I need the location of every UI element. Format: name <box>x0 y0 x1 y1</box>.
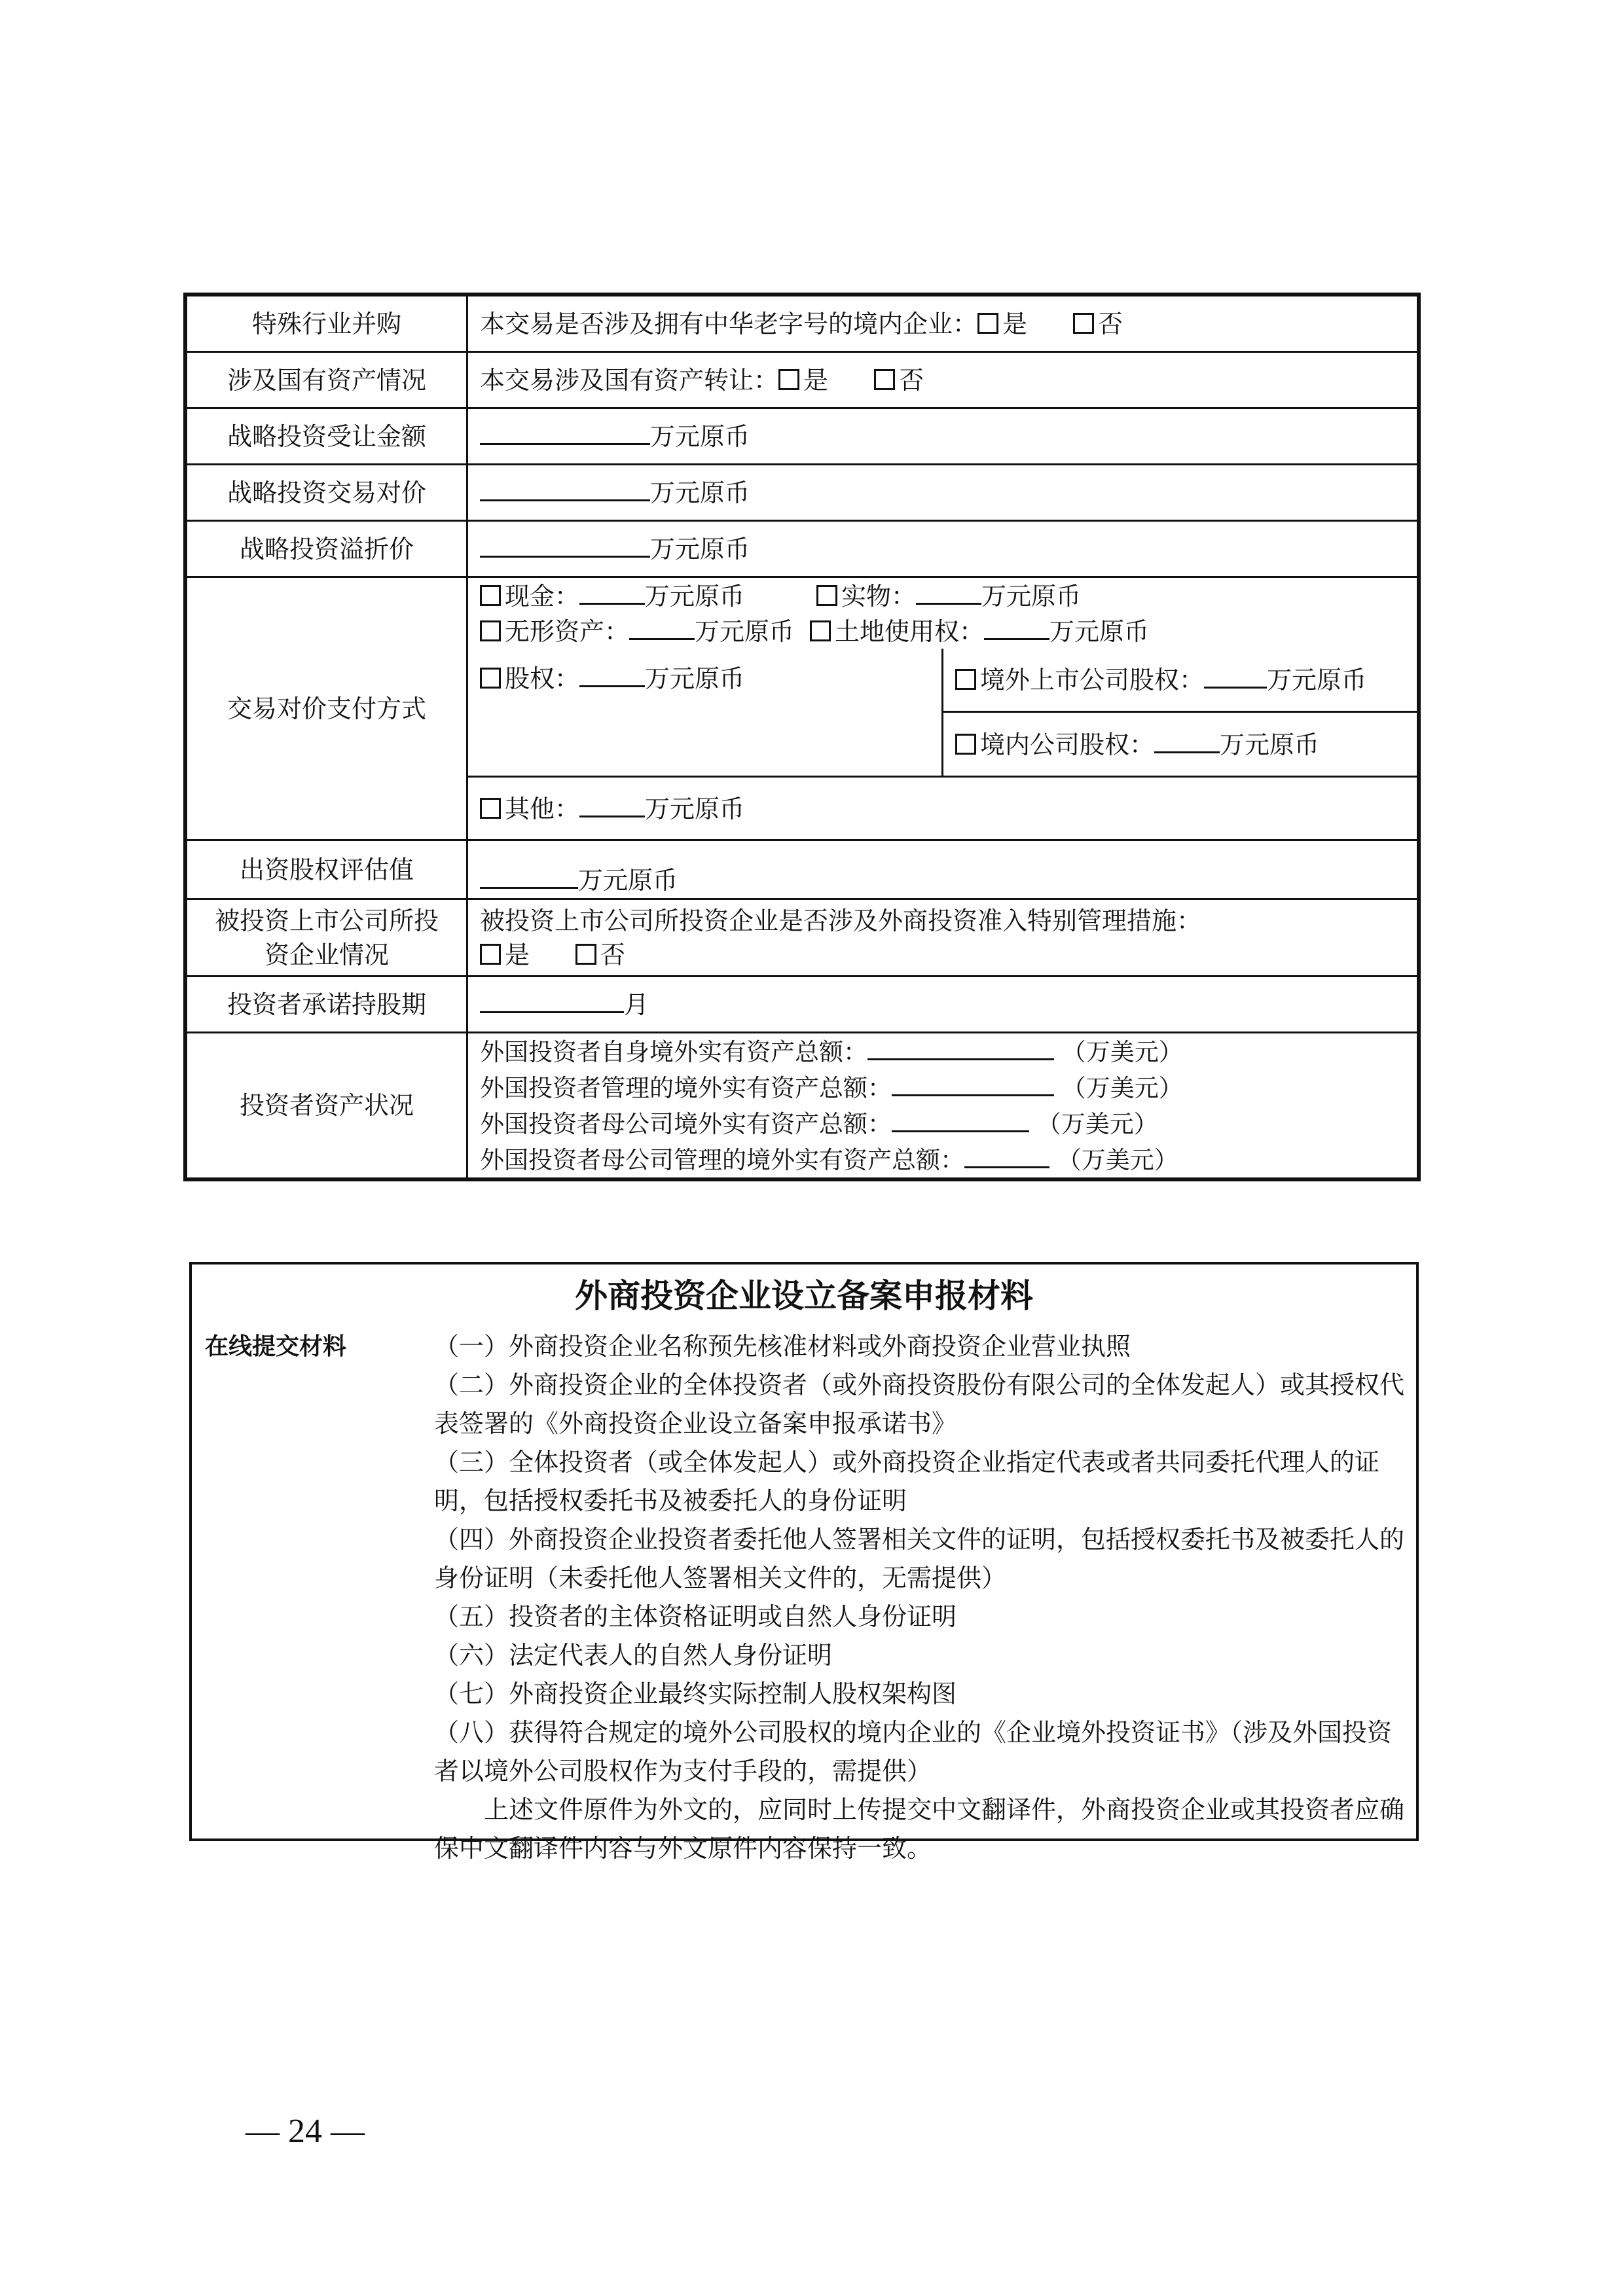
payment-line-2 <box>480 613 1405 649</box>
listed-company-options <box>480 938 1405 972</box>
payment-overseas-listed <box>943 649 1417 712</box>
materials-item-6: （六）法定代表人的自然人身份证明 <box>434 1641 833 1670</box>
physical-label: 实物： <box>841 582 917 611</box>
materials-title: 外商投资企业设立备案申报材料 <box>575 1277 1033 1315</box>
checkbox-cash[interactable] <box>480 585 501 606</box>
row-investor-assets <box>187 1033 1418 1179</box>
payment-line-1 <box>480 578 1405 613</box>
equity-label: 股权： <box>505 664 580 693</box>
blank-other[interactable] <box>579 791 645 817</box>
row-holding-period <box>187 977 1418 1033</box>
page-number: — 24 — <box>246 2113 365 2150</box>
value-valuation <box>467 840 1418 899</box>
blank-valuation[interactable] <box>480 862 578 889</box>
row-valuation <box>187 840 1418 899</box>
label-special-industry: 特殊行业并购 <box>187 296 467 352</box>
materials-item-8: （八）获得符合规定的境外公司股权的境内企业的《企业境外投资证书》（涉及外国投资者以境外公司股权作为支付手段的，需提供） <box>434 1718 1393 1785</box>
row-premium <box>187 521 1418 577</box>
checkbox-overseas-listed[interactable] <box>955 669 976 690</box>
assets-line-2-unit: （万美元） <box>1061 1074 1183 1102</box>
checkbox-land[interactable] <box>810 620 831 641</box>
blank-assets-1[interactable] <box>867 1033 1054 1060</box>
blank-consideration[interactable] <box>480 475 650 501</box>
row-state-assets <box>187 352 1418 408</box>
domestic-label: 境内公司股权： <box>980 730 1155 759</box>
materials-item-3: （三）全体投资者（或全体发起人）或外商投资企业指定代表或者共同委托代理人的证明，包括授权委托书及被委托人的身份证明 <box>434 1448 1380 1515</box>
checkbox-equity[interactable] <box>480 668 501 689</box>
assets-line-1-unit: （万美元） <box>1061 1038 1183 1066</box>
row-special-industry <box>187 296 1418 352</box>
label-valuation: 出资股权评估值 <box>187 840 467 899</box>
other-label: 其他： <box>505 794 580 823</box>
blank-assets-2[interactable] <box>892 1069 1054 1096</box>
payment-cash-physical <box>468 578 1417 649</box>
checkbox-other[interactable] <box>480 798 501 819</box>
unit-transfer-amount: 万元原币 <box>650 422 750 451</box>
land-unit: 万元原币 <box>1049 617 1150 646</box>
special-industry-yes-label: 是 <box>1002 309 1028 338</box>
overseas-listed-label: 境外上市公司股权： <box>980 666 1205 695</box>
assets-line-4-unit: （万美元） <box>1057 1146 1178 1174</box>
checkbox-special-industry-yes[interactable] <box>977 313 998 334</box>
unit-valuation: 万元原币 <box>578 866 678 895</box>
investment-info-table <box>185 295 1419 1179</box>
state-assets-no-label: 否 <box>899 365 924 395</box>
unit-premium: 万元原币 <box>650 535 750 564</box>
assets-line-3 <box>480 1105 1405 1141</box>
label-payment-method: 交易对价支付方式 <box>187 577 467 840</box>
assets-line-2 <box>480 1069 1405 1105</box>
blank-intangible[interactable] <box>629 613 695 640</box>
unit-consideration: 万元原币 <box>650 478 750 507</box>
blank-transfer-amount[interactable] <box>480 418 650 445</box>
checkbox-intangible[interactable] <box>480 620 501 641</box>
value-investor-assets <box>467 1033 1418 1179</box>
label-listed-company-line2: 资企业情况 <box>264 940 389 969</box>
assets-line-3-unit: （万美元） <box>1036 1110 1158 1138</box>
cash-unit: 万元原币 <box>645 582 745 611</box>
assets-line-2-text: 外国投资者管理的境外实有资产总额： <box>480 1074 892 1102</box>
value-state-assets <box>467 352 1418 408</box>
label-consideration: 战略投资交易对价 <box>187 465 467 521</box>
label-state-assets: 涉及国有资产情况 <box>187 352 467 408</box>
land-label: 土地使用权： <box>835 617 985 646</box>
assets-line-1-text: 外国投资者自身境外实有资产总额： <box>480 1038 867 1066</box>
domestic-unit: 万元原币 <box>1220 730 1320 759</box>
value-listed-company <box>467 899 1418 977</box>
listed-no-label: 否 <box>600 940 626 969</box>
payment-equity <box>468 649 943 777</box>
payment-other <box>468 777 1417 840</box>
value-payment-method <box>467 577 1418 840</box>
materials-item-1: （一）外商投资企业名称预先核准材料或外商投资企业营业执照 <box>434 1332 1131 1361</box>
cash-label: 现金： <box>505 582 580 611</box>
payment-inner-table <box>468 578 1417 839</box>
payment-row-2 <box>468 649 1417 712</box>
value-special-industry <box>467 296 1418 352</box>
listed-company-question: 被投资上市公司所投资企业是否涉及外商投资准入特别管理措施： <box>480 906 1202 935</box>
materials-list <box>434 1327 1408 1868</box>
label-transfer-amount: 战略投资受让金额 <box>187 408 467 465</box>
materials-item-4: （四）外商投资企业投资者委托他人签署相关文件的证明，包括授权委托书及被委托人的身份证明（未委托他人签署相关文件的，无需提供） <box>434 1525 1405 1592</box>
state-assets-yes-label: 是 <box>803 365 829 395</box>
label-listed-company <box>187 899 467 977</box>
blank-cash[interactable] <box>579 578 645 605</box>
unit-holding-period: 月 <box>624 990 649 1019</box>
overseas-listed-unit: 万元原币 <box>1267 666 1367 695</box>
materials-item-2: （二）外商投资企业的全体投资者（或外商投资股份有限公司的全体发起人）或其授权代表签署的《外商投资企业设立备案申报承诺书》 <box>434 1371 1405 1438</box>
materials-note: 上述文件原件为外文的，应同时上传提交中文翻译件，外商投资企业或其投资者应确保中文翻译件内容与外文原件内容保持一致。 <box>434 1795 1405 1863</box>
checkbox-listed-yes[interactable] <box>480 944 501 965</box>
blank-overseas-listed[interactable] <box>1204 662 1267 689</box>
listed-yes-label: 是 <box>505 940 530 969</box>
other-unit: 万元原币 <box>645 794 745 823</box>
label-investor-assets: 投资者资产状况 <box>187 1033 467 1179</box>
assets-line-1 <box>480 1033 1405 1069</box>
special-industry-no-label: 否 <box>1098 309 1123 338</box>
row-listed-company <box>187 899 1418 977</box>
label-holding-period: 投资者承诺持股期 <box>187 977 467 1033</box>
row-consideration <box>187 465 1418 521</box>
value-transfer-amount <box>467 408 1418 465</box>
state-assets-question: 本交易涉及国有资产转让： <box>480 365 779 395</box>
online-materials-label: 在线提交材料 <box>205 1333 347 1360</box>
label-listed-company-line1: 被投资上市公司所投 <box>214 906 439 935</box>
checkbox-special-industry-no[interactable] <box>1073 313 1094 334</box>
assets-line-3-text: 外国投资者母公司境外实有资产总额： <box>480 1110 892 1138</box>
label-premium: 战略投资溢折价 <box>187 521 467 577</box>
blank-holding-period[interactable] <box>480 986 624 1013</box>
blank-domestic[interactable] <box>1154 726 1220 753</box>
equity-unit: 万元原币 <box>645 664 745 693</box>
filing-materials-box <box>189 1262 1419 1863</box>
row-transfer-amount <box>187 408 1418 465</box>
checkbox-state-assets-yes[interactable] <box>778 369 799 390</box>
value-consideration <box>467 465 1418 521</box>
blank-equity[interactable] <box>579 660 645 687</box>
blank-assets-3[interactable] <box>892 1105 1029 1132</box>
payment-row-4 <box>468 777 1417 840</box>
payment-domestic <box>943 712 1417 777</box>
blank-premium[interactable] <box>480 531 650 558</box>
blank-land[interactable] <box>984 613 1049 640</box>
materials-item-7: （七）外商投资企业最终实际控制人股权架构图 <box>434 1679 957 1708</box>
intangible-label: 无形资产： <box>505 617 630 646</box>
physical-unit: 万元原币 <box>981 582 1082 611</box>
materials-item-5: （五）投资者的主体资格证明或自然人身份证明 <box>434 1602 957 1631</box>
row-payment-method <box>187 577 1418 840</box>
checkbox-domestic[interactable] <box>955 734 976 755</box>
blank-physical[interactable] <box>916 578 981 605</box>
value-premium <box>467 521 1418 577</box>
intangible-unit: 万元原币 <box>695 617 795 646</box>
payment-row-1 <box>468 578 1417 649</box>
special-industry-question: 本交易是否涉及拥有中华老字号的境内企业： <box>480 309 978 338</box>
checkbox-state-assets-no[interactable] <box>874 369 895 390</box>
checkbox-listed-no[interactable] <box>575 944 596 965</box>
blank-assets-4[interactable] <box>964 1141 1049 1168</box>
value-holding-period <box>467 977 1418 1033</box>
assets-line-4 <box>480 1141 1405 1177</box>
checkbox-physical[interactable] <box>816 585 837 606</box>
assets-line-4-text: 外国投资者母公司管理的境外实有资产总额： <box>480 1146 964 1174</box>
